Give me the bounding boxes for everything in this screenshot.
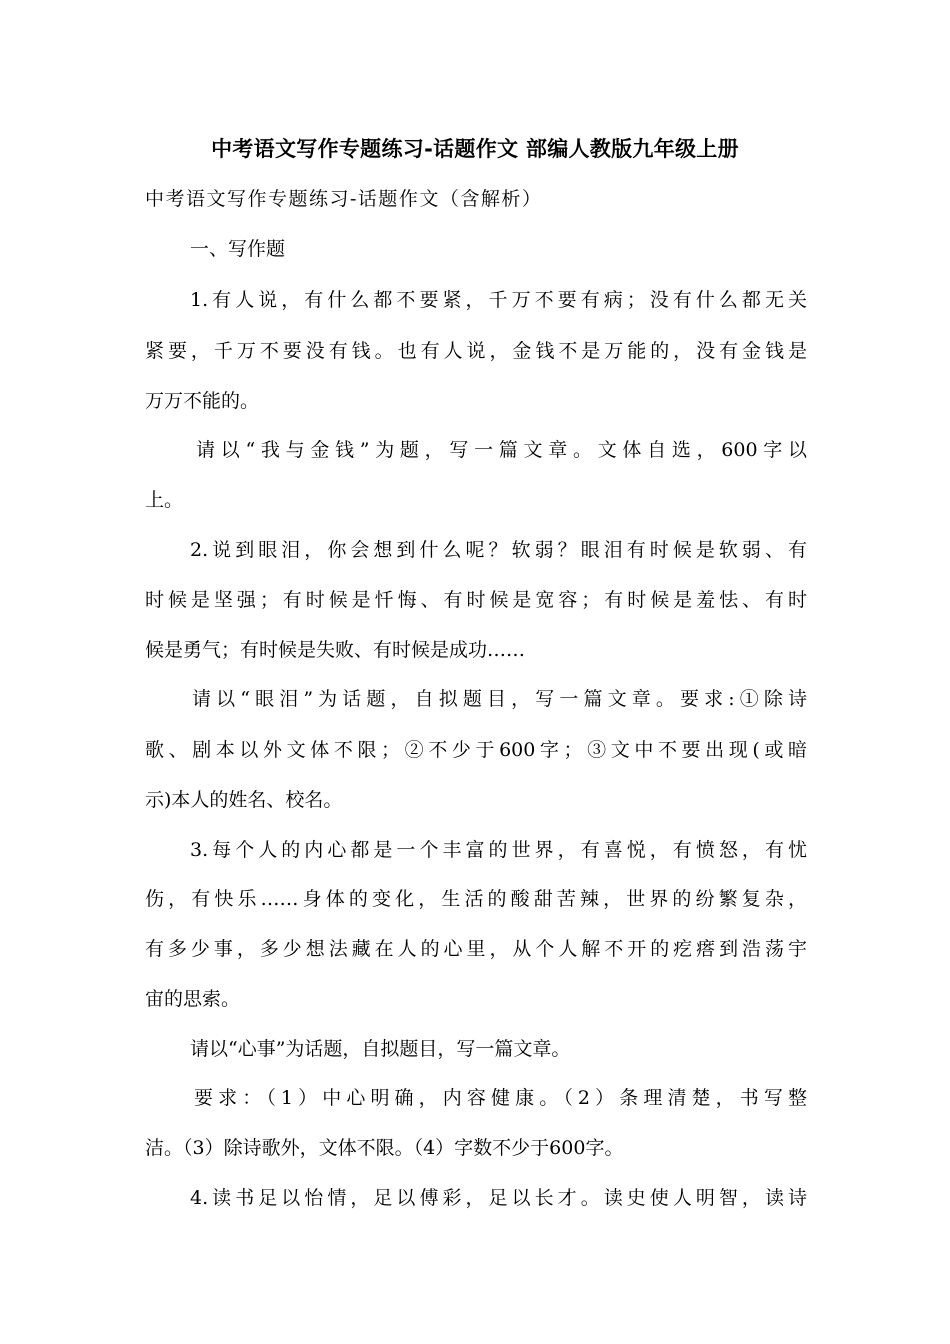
paragraph-line: 紧要，千万不要没有钱。也有人说，金钱不是万能的，没有金钱是 — [145, 340, 807, 362]
document-subtitle: 中考语文写作专题练习-话题作文（含解析） — [145, 188, 543, 210]
paragraph-line: 万万不能的。 — [145, 390, 260, 412]
paragraph-line: 伤，有快乐……身体的变化，生活的酸甜苦辣，世界的纷繁复杂， — [145, 888, 807, 910]
paragraph-line: 1.有人说，有什么都不要紧，千万不要有病；没有什么都无关 — [190, 289, 807, 311]
paragraph-line: 要求：（1）中心明确，内容健康。（2）条理清楚，书写整 — [194, 1087, 807, 1109]
paragraph-line: 时候是坚强；有时候是忏悔、有时候是宽容；有时候是羞怯、有时 — [145, 589, 807, 611]
paragraph-line: 宙的思索。 — [145, 988, 241, 1010]
paragraph-line: 2.说到眼泪，你会想到什么呢？软弱？眼泪有时候是软弱、有 — [190, 539, 807, 561]
paragraph-line: 歌、剧本以外文体不限；②不少于600字；③文中不要出现(或暗 — [145, 739, 807, 761]
paragraph-line: 请以“我与金钱”为题，写一篇文章。文体自选，600字以 — [196, 439, 807, 461]
paragraph-line: 请以“心事”为话题，自拟题目，写一篇文章。 — [190, 1038, 571, 1060]
section-heading: 一、写作题 — [190, 238, 286, 260]
paragraph-line: 4.读书足以怡情，足以傅彩，足以长才。读史使人明智，读诗 — [190, 1187, 807, 1209]
paragraph-line: 示)本人的姓名、校名。 — [145, 789, 343, 811]
paragraph-line: 上。 — [145, 489, 184, 511]
paragraph-line: 请以“眼泪”为话题，自拟题目，写一篇文章。要求:①除诗 — [192, 688, 807, 710]
paragraph-line: 候是勇气；有时候是失败、有时候是成功…… — [145, 639, 526, 661]
document-title: 中考语文写作专题练习-话题作文 部编人教版九年级上册 — [211, 137, 739, 161]
paragraph-line: 3.每个人的内心都是一个丰富的世界，有喜悦，有愤怒，有忧 — [190, 839, 807, 861]
paragraph-line: 有多少事，多少想法藏在人的心里，从个人解不开的疙瘩到浩荡宇 — [145, 938, 807, 960]
paragraph-line: 洁。（3）除诗歌外，文体不限。（4）字数不少于600字。 — [145, 1137, 624, 1159]
